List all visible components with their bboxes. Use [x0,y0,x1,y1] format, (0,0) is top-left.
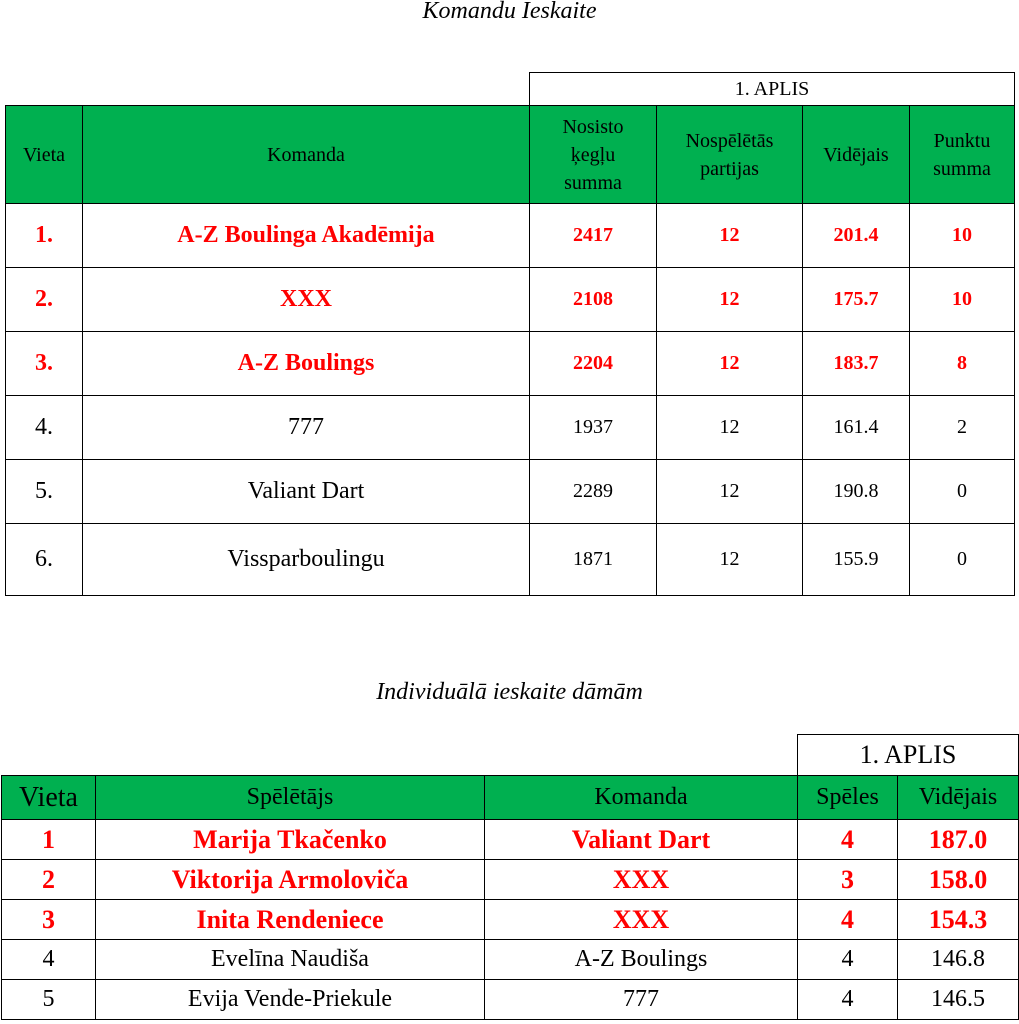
table-row [2,820,1019,860]
team-cell: A-Z Boulinga Akadēmija [83,204,530,268]
team-standings-title: Komandu Ieskaite [422,0,597,24]
pins-cell: 2289 [530,460,657,524]
header-games: Spēles [798,776,898,820]
team-cell: XXX [485,860,798,900]
points-cell: 10 [910,268,1015,332]
ladies-standings-table [1,734,1019,1020]
place-cell: 2. [6,268,83,332]
pins-cell: 2204 [530,332,657,396]
place-cell: 6. [6,524,83,596]
average-cell: 146.5 [898,980,1019,1020]
table-row [6,524,1015,596]
pins-cell: 1871 [530,524,657,596]
place-cell: 4. [6,396,83,460]
place-cell: 1 [2,820,96,860]
games-cell: 12 [657,524,803,596]
player-cell: Evelīna Naudiša [96,940,485,980]
average-cell: 183.7 [803,332,910,396]
player-cell: Viktorija Armoloviča [96,860,485,900]
header-average: Vidējais [803,106,910,204]
average-cell: 155.9 [803,524,910,596]
table-row [2,900,1019,940]
games-cell: 4 [798,980,898,1020]
average-cell: 187.0 [898,820,1019,860]
header-games: Nospēlētās partijas [657,106,803,204]
games-cell: 12 [657,204,803,268]
team-cell: XXX [485,900,798,940]
place-cell: 5. [6,460,83,524]
team-cell: A-Z Boulings [83,332,530,396]
points-cell: 10 [910,204,1015,268]
table-row [6,204,1015,268]
header-vieta: Vieta [6,106,83,204]
table-row [6,460,1015,524]
average-cell: 154.3 [898,900,1019,940]
games-cell: 4 [798,940,898,980]
pins-cell: 2417 [530,204,657,268]
team-cell: Valiant Dart [485,820,798,860]
team-cell: Valiant Dart [83,460,530,524]
average-cell: 146.8 [898,940,1019,980]
place-cell: 3 [2,900,96,940]
games-cell: 12 [657,268,803,332]
table-row [2,980,1019,1020]
header-vieta: Vieta [2,776,96,820]
header-points: Punktu summa [910,106,1015,204]
points-cell: 8 [910,332,1015,396]
header-pins: Nosisto ķegļu summa [530,106,657,204]
place-cell: 4 [2,940,96,980]
games-cell: 12 [657,460,803,524]
team-cell: 777 [83,396,530,460]
table-row [2,860,1019,900]
pins-cell: 1937 [530,396,657,460]
ladies-standings-title: Individuālā ieskaite dāmām [376,679,643,705]
games-cell: 12 [657,332,803,396]
header-average: Vidējais [898,776,1019,820]
team-cell: A-Z Boulings [485,940,798,980]
table-row [2,940,1019,980]
average-cell: 201.4 [803,204,910,268]
points-cell: 0 [910,460,1015,524]
pins-cell: 2108 [530,268,657,332]
header-team: Komanda [485,776,798,820]
header-komanda: Komanda [83,106,530,204]
table-row [6,396,1015,460]
player-cell: Inita Rendeniece [96,900,485,940]
games-cell: 3 [798,860,898,900]
points-cell: 2 [910,396,1015,460]
average-cell: 175.7 [803,268,910,332]
team-cell: XXX [83,268,530,332]
player-cell: Marija Tkačenko [96,820,485,860]
team-standings-table [5,72,1015,596]
place-cell: 2 [2,860,96,900]
header-player: Spēlētājs [96,776,485,820]
table-row [6,268,1015,332]
games-cell: 4 [798,820,898,860]
average-cell: 190.8 [803,460,910,524]
place-cell: 3. [6,332,83,396]
round-label: 1. APLIS [798,735,1019,776]
player-cell: Evija Vende-Priekule [96,980,485,1020]
place-cell: 1. [6,204,83,268]
team-cell: Vissparboulingu [83,524,530,596]
place-cell: 5 [2,980,96,1020]
team-cell: 777 [485,980,798,1020]
average-cell: 158.0 [898,860,1019,900]
games-cell: 12 [657,396,803,460]
round-label: 1. APLIS [530,73,1015,106]
table-row [6,332,1015,396]
games-cell: 4 [798,900,898,940]
points-cell: 0 [910,524,1015,596]
average-cell: 161.4 [803,396,910,460]
